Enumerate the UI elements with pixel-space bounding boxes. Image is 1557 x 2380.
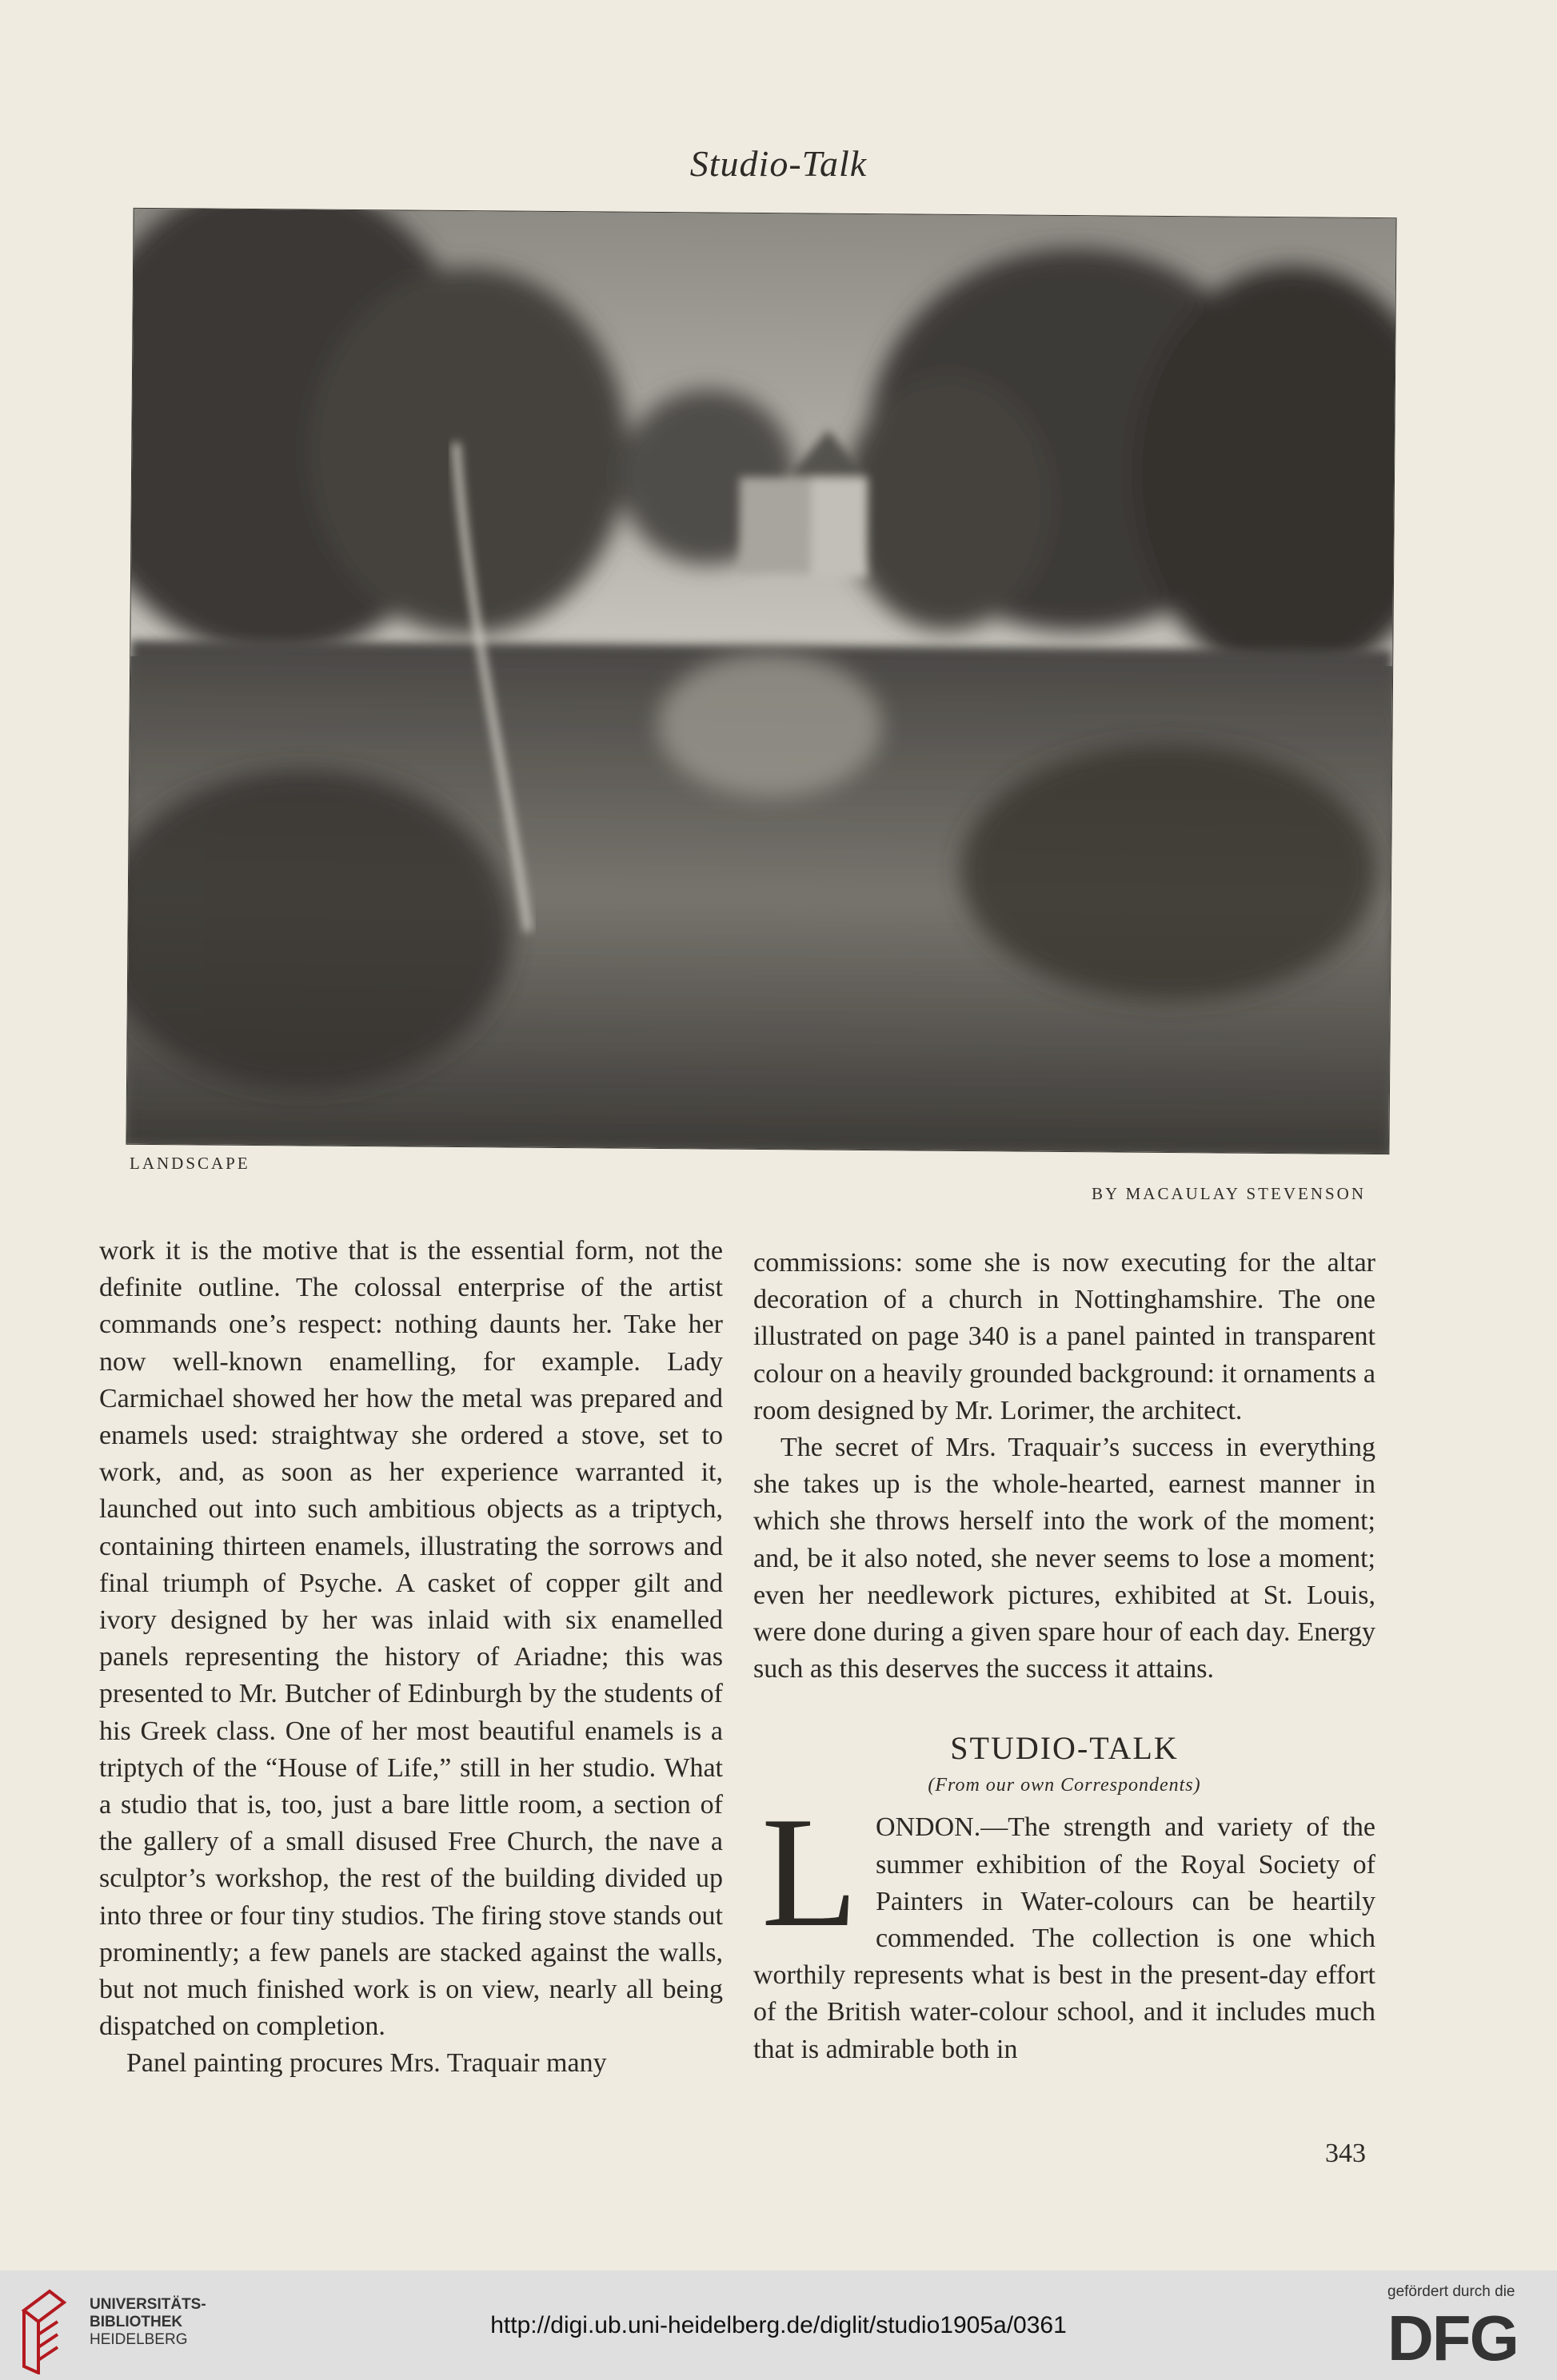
drop-cap: L (761, 1784, 858, 1960)
source-url-link[interactable]: http://digi.ub.uni-heidelberg.de/diglit/studio1905a/0361 (490, 2312, 1067, 2338)
plate-caption-title: LANDSCAPE (130, 1154, 250, 1173)
library-line-2: BIBLIOTHEK (90, 2314, 183, 2330)
library-line-3: HEIDELBERG (90, 2331, 188, 2348)
page-number: 343 (1325, 2139, 1366, 2168)
section-title: STUDIO-TALK (950, 1730, 1179, 1767)
running-head: Studio-Talk (689, 143, 868, 184)
left-paragraph-1: work it is the motive that is the essential form, not the definite outline. The colossal enterprise of the artist commands one’s respect: nothing daunts her. Take her now well-known enamelling, for example. Lady Carmichael showed her how the metal was prepared and enamels used: straightway she ordered a stove, set to work, and, as soon as her experience warranted it, launched out into such ambitious objects as a triptych, containing thirteen enamels, illustrating the sorrows and final triumph of Psyche. A casket of copper gilt and ivory designed by her was inlaid with six enamelled panels representing the history of Ariadne; this was presented to Mr. Butcher of Edinburgh by the students of his Greek class. One of her most beautiful enamels is a triptych of the “House of Life,” still in her studio. What a studio that is, too, just a bare little room, a section of the gallery of a small disused Free Church, the nave a sculptor’s workshop, the rest of the building divided up into three or four tiny studios. The firing stove stands out prominently; a few panels are stacked against the walls, but not much finished work is on view, nearly all being dispatched on completion. (99, 1236, 723, 2042)
dfg-logo: DFG (1387, 2302, 1518, 2374)
library-line-1: UNIVERSITÄTS- (90, 2296, 206, 2313)
right-paragraph-2: The secret of Mrs. Traquair’s success in everything she takes up is the whole-hearted, earnest manner in which she throws herself into the work of the moment; and, be it also noted, she never seems to lose a moment; even her needlework pictures, exhibited at St. Louis, were done during a given spare hour of each day. Energy such as this deserves the success it attains. (753, 1433, 1375, 1684)
landscape-plate-image (126, 208, 1396, 1154)
section-subtitle: (From our own Correspondents) (928, 1775, 1201, 1796)
plate-caption-artist: BY MACAULAY STEVENSON (1091, 1184, 1366, 1203)
digitization-footer (0, 2270, 1557, 2380)
right-text-column (753, 1245, 1375, 2068)
right-paragraph-1: commissions: some she is now executing for the altar decoration of a church in Nottinghamshire. The one illustrated on page 340 is a panel painted in transparent colour on a heavily grounded background: it ornaments a room designed by Mr. Lorimer, the architect. (753, 1248, 1375, 1425)
section-text: ONDON.—The strength and variety of the summer exhibition of the Royal Society of Painters in Water-colours can be heartily commended. The collection is one which worthily represents what is best in the present-day effort of the British water-colour school, and it includes much that is admirable both in (753, 1812, 1375, 2064)
left-paragraph-2: Panel painting procures Mrs. Traquair many (126, 2048, 607, 2079)
funded-by-label: gefördert durch die (1387, 2283, 1515, 2300)
left-text-column (99, 1233, 723, 2083)
landscape-illustration (126, 209, 1395, 1154)
